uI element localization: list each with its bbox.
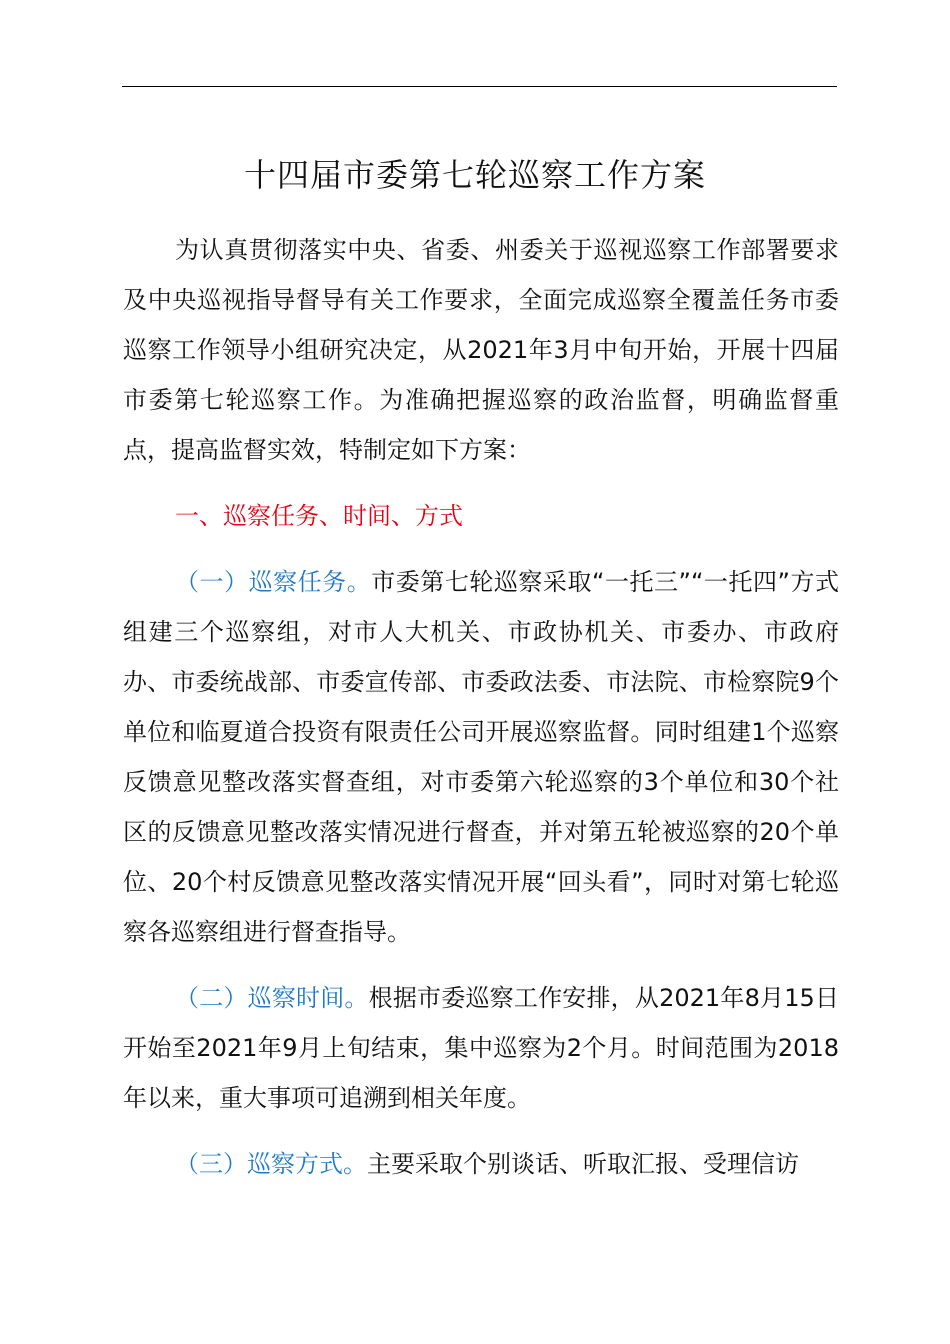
subsection-label: （一）巡察任务。 [175, 568, 372, 596]
header-rule [122, 86, 837, 87]
subsection-label: （三）巡察方式。 [175, 1150, 367, 1178]
subsection-label: （二）巡察时间。 [175, 984, 369, 1012]
subsection-text: 市委第七轮巡察采取“一托三”“一托四”方式组建三个巡察组，对市人大机关、市政协机关、市委办、市政府办、市委统战部、市委宣传部、市委政法委、市法院、市检察院9个单位和临夏道合投资有限责任公司开展巡察监督。同时组建1个巡察反馈意见整改落实督查组，对市委第六轮巡察的3个单位和30个社区的反馈意见整改落实情况进行督查，并对第五轮被巡察的20个单位、20个村反馈意见整改落实情况开展“回头看”，同时对第七轮巡察各巡察组进行督查指导。 [123, 568, 840, 946]
subsection-method [123, 1139, 839, 1189]
subsection-task [123, 557, 839, 957]
subsection-text: 根据市委巡察工作安排，从2021年8月15日开始至2021年9月上旬结束，集中巡察为2个月。时间范围为2018年以来，重大事项可追溯到相关年度。 [123, 984, 840, 1112]
subsection-time [123, 973, 839, 1123]
intro-paragraph: 为认真贯彻落实中央、省委、州委关于巡视巡察工作部署要求及中央巡视指导督导有关工作要求，全面完成巡察全覆盖任务市委巡察工作领导小组研究决定，从2021年3月中旬开始，开展十四届市委第七轮巡察工作。为准确把握巡察的政治监督，明确监督重点，提高监督实效，特制定如下方案： [123, 236, 839, 464]
subsection-text: 主要采取个别谈话、听取汇报、受理信访 [367, 1150, 799, 1178]
document-title: 十四届市委第七轮巡察工作方案 [243, 156, 706, 194]
section-heading-1: 一、巡察任务、时间、方式 [175, 502, 463, 530]
document-body [123, 225, 839, 1189]
